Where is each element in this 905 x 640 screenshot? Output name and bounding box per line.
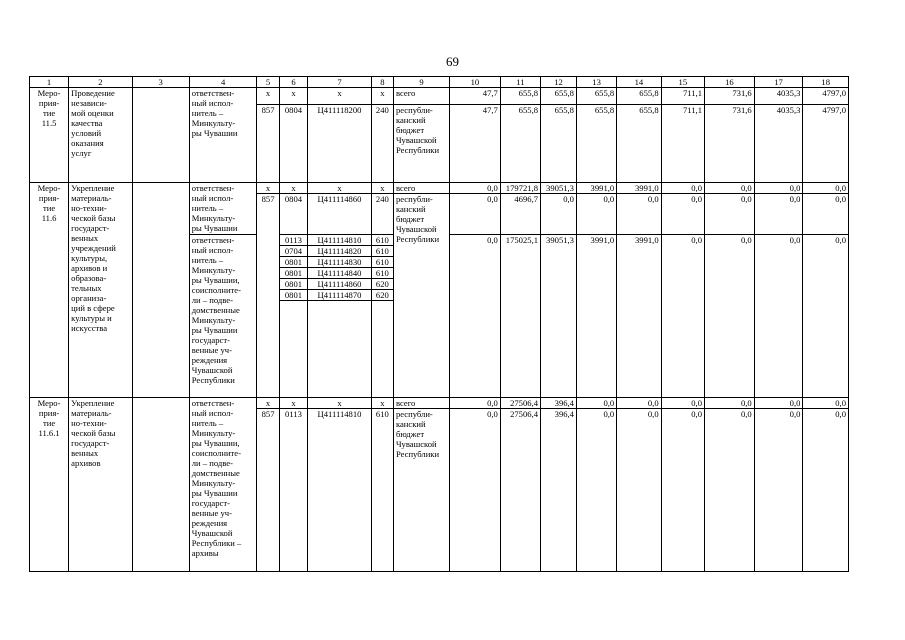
value-cell: 0,0 [450,235,501,398]
section-code: x [279,398,308,409]
measure-number: Меро- прия- тие 11.6 [30,183,69,398]
value-cell: 4696,7 [500,194,540,235]
grbs-code: x [257,88,279,105]
section-code: 0801 [279,279,308,290]
value-cell: 0,0 [450,194,501,235]
expense-group: 610 [371,257,393,268]
expense-group: 240 [371,194,393,235]
value-cell: 711,1 [661,104,704,182]
target-article: x [308,183,371,194]
target-article: Ц411114860 [308,194,371,235]
value-cell: 0,0 [661,235,704,398]
column-number-header: 17 [754,77,803,88]
value-cell: 0,0 [705,398,755,409]
value-cell: 0,0 [661,183,704,194]
value-cell: 396,4 [541,398,577,409]
value-cell: 0,0 [450,398,501,409]
expense-group: x [371,398,393,409]
target-article: Ц411118200 [308,104,371,182]
expense-group: 610 [371,409,393,572]
value-cell: 731,6 [705,104,755,182]
value-cell: 3991,0 [576,235,616,398]
target-article: Ц411114860 [308,279,371,290]
value-cell: 0,0 [450,183,501,194]
empty-cell [132,183,189,398]
empty-cell [371,301,393,398]
value-cell: 396,4 [541,409,577,572]
measure-number: Меро- прия- тие 11.5 [30,88,69,183]
value-cell: 0,0 [754,235,803,398]
value-cell: 731,6 [705,88,755,105]
value-cell: 0,0 [617,409,661,572]
measure-description: Проведение независи- мой оценки качества условий оказания услуг [69,88,132,183]
value-cell: 655,8 [617,88,661,105]
value-cell: 0,0 [803,194,849,235]
column-number-header: 18 [803,77,849,88]
expense-group: 610 [371,235,393,246]
value-cell: 0,0 [705,183,755,194]
table-row [30,183,849,194]
target-article: Ц411114810 [308,235,371,246]
value-cell: 0,0 [754,194,803,235]
responsible-executor: ответствен- ный испол- нитель – Минкульту- ры Чувашии, соисполните- ли – подве- домственные Минкульту- ры Чувашии государст- венные уч- реждения Чувашской Республики – архивы [189,398,257,572]
section-code: 0804 [279,104,308,182]
value-cell: 3991,0 [576,183,616,194]
measure-description: Укрепление материаль- но-техни- ческой базы государст- венных архивов [69,398,132,572]
grbs-code: x [257,398,279,409]
target-article: Ц411114810 [308,409,371,572]
value-cell: 655,8 [541,88,577,105]
column-number-header: 10 [450,77,501,88]
section-code: 0801 [279,257,308,268]
value-cell: 655,8 [541,104,577,182]
section-code: 0704 [279,246,308,257]
page-number: 69 [446,54,459,69]
value-cell: 0,0 [803,409,849,572]
value-cell: 0,0 [576,409,616,572]
grbs-code: 857 [257,409,279,572]
value-cell: 39051,3 [541,235,577,398]
funding-source: республи- канский бюджет Чувашской Республики [393,194,449,398]
value-cell: 0,0 [617,398,661,409]
grbs-code: 857 [257,104,279,182]
column-number-header: 1 [30,77,69,88]
value-cell: 0,0 [803,183,849,194]
expense-group: 240 [371,104,393,182]
funding-source: всего [393,183,449,194]
empty-cell [279,301,308,398]
value-cell: 4035,3 [754,88,803,105]
empty-cell [308,301,371,398]
responsible-executor: ответствен- ный испол- нитель – Минкульту- ры Чувашии, соисполните- ли – подве- домственные Минкульту- ры Чувашии государст- венные уч- реждения Чувашской Республики [189,235,257,398]
column-number-header: 9 [393,77,449,88]
value-cell: 0,0 [661,409,704,572]
column-number-header: 14 [617,77,661,88]
responsible-executor: ответствен- ный испол- нитель – Минкульту- ры Чувашии [189,183,257,235]
target-article: x [308,398,371,409]
funding-source: всего [393,398,449,409]
value-cell: 0,0 [705,194,755,235]
value-cell: 655,8 [617,104,661,182]
value-cell: 0,0 [705,409,755,572]
value-cell: 0,0 [754,183,803,194]
section-code: x [279,88,308,105]
column-number-header: 5 [257,77,279,88]
value-cell: 0,0 [450,409,501,572]
value-cell: 4797,0 [803,104,849,182]
value-cell: 0,0 [754,409,803,572]
value-cell: 47,7 [450,88,501,105]
value-cell: 0,0 [803,235,849,398]
value-cell: 0,0 [705,235,755,398]
column-number-header: 3 [132,77,189,88]
column-number-header: 12 [541,77,577,88]
target-article: Ц411114830 [308,257,371,268]
value-cell: 655,8 [500,88,540,105]
header-row [30,77,849,88]
section-code: x [279,183,308,194]
value-cell: 0,0 [661,398,704,409]
column-number-header: 15 [661,77,704,88]
empty-cell [132,398,189,572]
expense-group: 620 [371,290,393,301]
value-cell: 4797,0 [803,88,849,105]
value-cell: 0,0 [661,194,704,235]
value-cell: 179721,8 [500,183,540,194]
measure-number: Меро- прия- тие 11.6.1 [30,398,69,572]
funding-source: республи- канский бюджет Чувашской Республики [393,104,449,182]
column-number-header: 13 [576,77,616,88]
empty-cell [132,88,189,183]
expense-group: x [371,183,393,194]
value-cell: 0,0 [754,398,803,409]
table-row [30,88,849,105]
expense-group: 620 [371,279,393,290]
table-row [30,398,849,409]
expense-group: x [371,88,393,105]
section-code: 0113 [279,235,308,246]
value-cell: 175025,1 [500,235,540,398]
value-cell: 655,8 [576,88,616,105]
value-cell: 39051,3 [541,183,577,194]
section-code: 0804 [279,194,308,235]
expense-group: 610 [371,268,393,279]
value-cell: 0,0 [803,398,849,409]
target-article: Ц411114870 [308,290,371,301]
section-code: 0801 [279,268,308,279]
grbs-code: x [257,183,279,194]
column-number-header: 6 [279,77,308,88]
value-cell: 0,0 [617,194,661,235]
target-article: Ц411114840 [308,268,371,279]
value-cell: 0,0 [576,398,616,409]
column-number-header: 11 [500,77,540,88]
column-number-header: 2 [69,77,132,88]
value-cell: 3991,0 [617,183,661,194]
value-cell: 4035,3 [754,104,803,182]
target-article: Ц411114820 [308,246,371,257]
funding-source: республи- канский бюджет Чувашской Республики [393,409,449,572]
value-cell: 47,7 [450,104,501,182]
column-number-header: 16 [705,77,755,88]
measure-description: Укрепление материаль- но-техни- ческой базы государст- венных учреждений культуры, архивов и образова- тельных организа- ций в сфере культуры и искусства [69,183,132,398]
column-number-header: 4 [189,77,257,88]
section-code: 0801 [279,290,308,301]
target-article: x [308,88,371,105]
value-cell: 711,1 [661,88,704,105]
value-cell: 27506,4 [500,409,540,572]
column-number-header: 8 [371,77,393,88]
responsible-executor: ответствен- ный испол- нитель – Минкульту- ры Чувашии [189,88,257,183]
grbs-code: 857 [257,194,279,398]
value-cell: 0,0 [541,194,577,235]
value-cell: 0,0 [576,194,616,235]
value-cell: 655,8 [500,104,540,182]
value-cell: 655,8 [576,104,616,182]
funding-source: всего [393,88,449,105]
expense-group: 610 [371,246,393,257]
value-cell: 27506,4 [500,398,540,409]
value-cell: 3991,0 [617,235,661,398]
budget-table [29,76,849,572]
column-number-header: 7 [308,77,371,88]
section-code: 0113 [279,409,308,572]
